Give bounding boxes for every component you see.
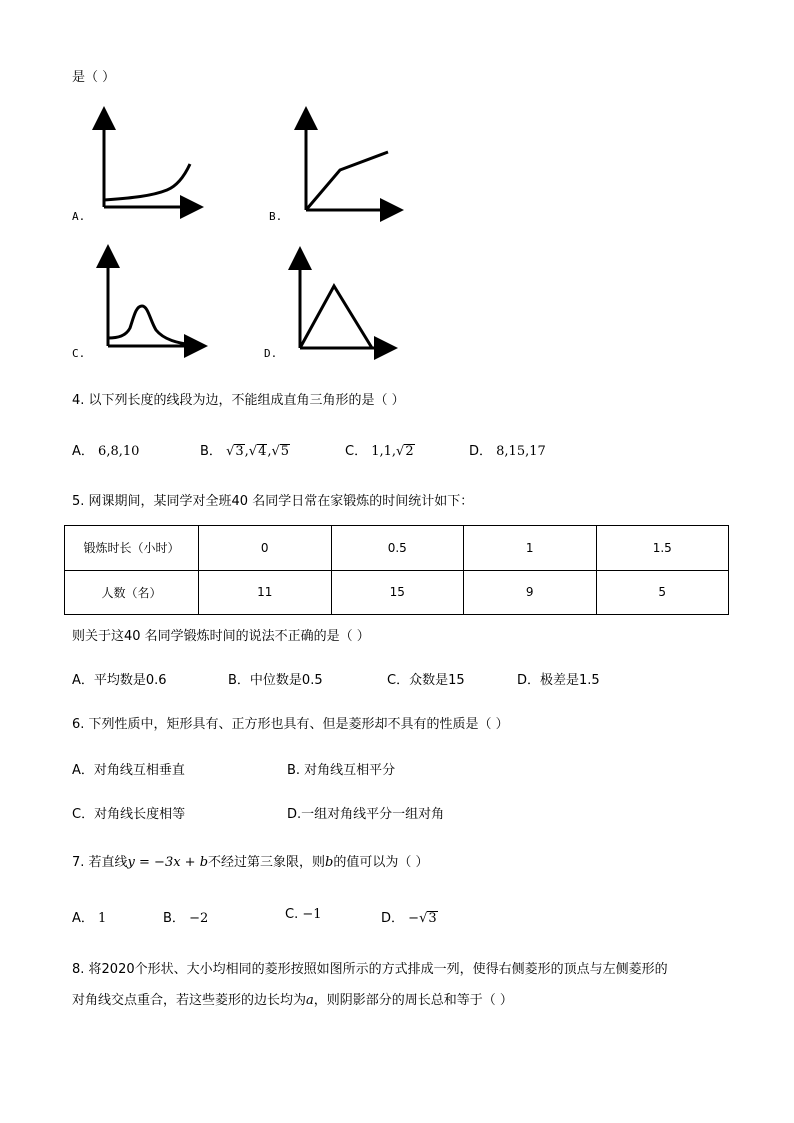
graph-a bbox=[92, 112, 202, 212]
table-cell: 9 bbox=[464, 570, 597, 615]
q4-option-d bbox=[469, 440, 546, 459]
q7-middle: 不经过第三象限，则 bbox=[208, 855, 326, 870]
exercise-time-table bbox=[64, 525, 729, 615]
q4-option-b-letter: B． bbox=[200, 444, 222, 459]
q7-option-c-letter: C. bbox=[285, 907, 299, 922]
q5-option-b: B．中位数是0.5 bbox=[228, 673, 323, 688]
q4-option-a-value: 6,8,10 bbox=[98, 444, 140, 459]
q8-stem-line-2 bbox=[72, 989, 513, 1008]
q4-option-c: C． 1,1,√2 bbox=[345, 444, 414, 459]
graph-c bbox=[96, 250, 206, 352]
q4-option-b-radicand-2: 4 bbox=[258, 444, 267, 459]
q4-option-b: B． √3,√4,√5 bbox=[200, 444, 290, 459]
q7-option-b-value: −2 bbox=[189, 911, 209, 926]
q7-option-d-prefix: − bbox=[408, 911, 420, 926]
q7-suffix: 的值可以为（ ） bbox=[333, 855, 429, 870]
q7-option-c-value: −1 bbox=[302, 907, 322, 922]
q5-stem: 5. 网课期间，某同学对全班40 名同学日常在家锻炼的时间统计如下： bbox=[72, 494, 474, 509]
graph-b-label: B. bbox=[269, 210, 283, 223]
q3-stem-tail: 是（ ） bbox=[72, 70, 116, 85]
graph-d-label: D. bbox=[264, 347, 278, 360]
q5-followup: 则关于这40 名同学锻炼时间的说法不正确的是（ ） bbox=[72, 629, 370, 644]
q4-stem: 4. 以下列长度的线段为边，不能组成直角三角形的是（ ） bbox=[72, 393, 405, 408]
q4-option-c-radicand: 2 bbox=[405, 444, 414, 459]
q4-option-c-letter: C． bbox=[345, 444, 368, 459]
q4-option-a-letter: A． bbox=[72, 444, 94, 459]
graph-c-label: C. bbox=[72, 347, 86, 360]
q7-variable: b bbox=[325, 855, 334, 870]
graph-b bbox=[294, 112, 404, 212]
table-cell: 0.5 bbox=[331, 526, 464, 571]
q4-option-a bbox=[72, 440, 139, 459]
table-cell: 0 bbox=[199, 526, 332, 571]
q4-option-d-letter: D． bbox=[469, 444, 493, 459]
q7-option-a-value: 1 bbox=[98, 911, 107, 926]
q7-option-b bbox=[163, 907, 208, 926]
q5-option-a: A．平均数是0.6 bbox=[72, 673, 167, 688]
q7-option-d: D． −√3 bbox=[381, 911, 437, 926]
table-cell: 15 bbox=[331, 570, 464, 615]
q4-option-d-value: 8,15,17 bbox=[496, 444, 546, 459]
q7-prefix: 7. 若直线 bbox=[72, 855, 128, 870]
q4-option-b-radicand-1: 3 bbox=[235, 444, 244, 459]
q8-line2-suffix: ，则阴影部分的周长总和等于（ ） bbox=[313, 993, 513, 1008]
q4-option-c-prefix: 1,1, bbox=[371, 444, 397, 459]
q7-option-d-letter: D． bbox=[381, 911, 405, 926]
q8-line2-prefix: 对角线交点重合，若这些菱形的边长均为 bbox=[72, 993, 307, 1008]
q6-option-c: C．对角线长度相等 bbox=[72, 807, 186, 822]
q4-option-b-radicand-3: 5 bbox=[280, 444, 290, 459]
q7-option-a-letter: A． bbox=[72, 911, 94, 926]
q6-option-b: B. 对角线互相平分 bbox=[287, 763, 396, 778]
q6-option-d: D.一组对角线平分一组对角 bbox=[287, 807, 445, 822]
table-row bbox=[65, 526, 729, 571]
table-header-cell: 锻炼时长（小时） bbox=[65, 526, 199, 571]
q5-option-d: D．极差是1.5 bbox=[517, 673, 600, 688]
table-cell: 1.5 bbox=[596, 526, 729, 571]
q7-equation: y = −3x + b bbox=[127, 855, 209, 870]
table-header-cell: 人数（名） bbox=[65, 570, 199, 615]
q7-option-a bbox=[72, 907, 106, 926]
q7-option-d-radicand: 3 bbox=[428, 911, 437, 926]
table-row bbox=[65, 570, 729, 615]
q7-stem bbox=[72, 851, 429, 870]
q6-stem: 6. 下列性质中，矩形具有、正方形也具有、但是菱形却不具有的性质是（ ） bbox=[72, 717, 509, 732]
graph-a-label: A. bbox=[72, 210, 86, 223]
q6-option-a: A．对角线互相垂直 bbox=[72, 763, 185, 778]
q8-variable: a bbox=[306, 993, 314, 1008]
table-cell: 1 bbox=[464, 526, 597, 571]
q8-stem-line-1: 8. 将2020个形状、大小均相同的菱形按照如图所示的方式排成一列，使得右侧菱形的顶点与左侧菱形的 bbox=[72, 962, 668, 977]
graph-d bbox=[288, 252, 398, 354]
table-cell: 5 bbox=[596, 570, 729, 615]
q5-option-c: C．众数是15 bbox=[387, 673, 465, 688]
q7-option-c bbox=[285, 907, 322, 922]
table-cell: 11 bbox=[199, 570, 332, 615]
q7-option-b-letter: B． bbox=[163, 911, 185, 926]
